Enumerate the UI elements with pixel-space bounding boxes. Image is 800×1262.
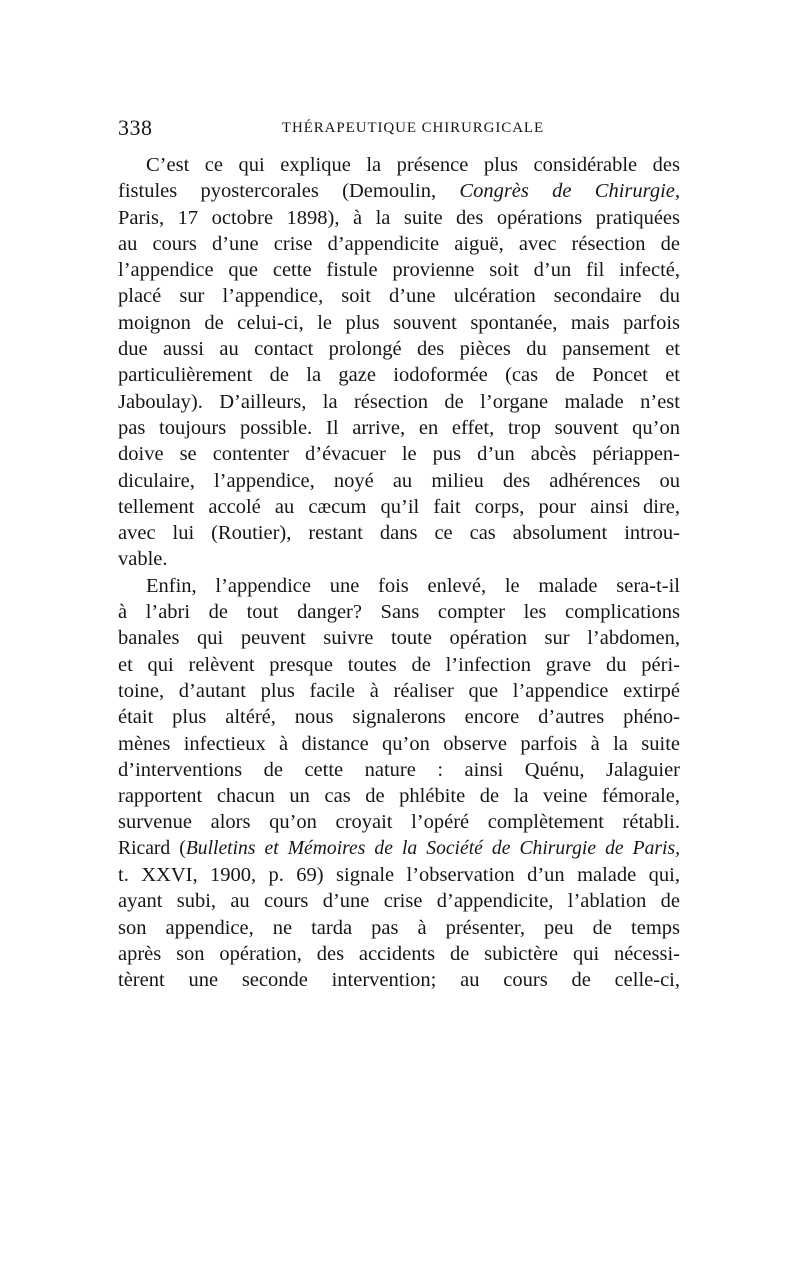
text-line: rapportent chacun un cas de phlébite de la veine fémorale, — [118, 785, 680, 808]
text-line: après son opération, des accidents de subictère qui nécessi- — [118, 942, 680, 965]
text-line: due aussi au contact prolongé des pièces du pansement et — [118, 338, 680, 361]
page-header — [118, 113, 680, 143]
text-line: ayant subi, au cours d’une crise d’appendicite, l’ablation de — [118, 890, 680, 913]
text-line: d’interventions de cette nature : ainsi Quénu, Jalaguier — [118, 758, 680, 781]
page-number: 338 — [118, 115, 153, 140]
text-line: Enfin, l’appendice une fois enlevé, le malade sera-t-il — [146, 574, 680, 597]
italic-citation: Bulletins et Mémoires de la Société de Chirurgie de Paris, — [185, 837, 680, 859]
text-line-with-italic — [118, 836, 680, 862]
text-line: au cours d’une crise d’appendicite aiguë, avec résection de — [118, 232, 680, 255]
text-line: particulièrement de la gaze iodoformée (cas de Poncet et — [118, 364, 680, 387]
text-line: toine, d’autant plus facile à réaliser que l’appendice extirpé — [118, 679, 680, 702]
text-line: l’appendice que cette fistule provienne soit d’un fil infecté, — [118, 259, 680, 282]
text-line: avec lui (Routier), restant dans ce cas absolument introu- — [118, 522, 680, 545]
text-line: tèrent une seconde intervention; au cours de celle-ci, — [118, 969, 680, 992]
text-line: mènes infectieux à distance qu’on observe parfois à la suite — [118, 732, 680, 755]
text-line: placé sur l’appendice, soit d’une ulcération secondaire du — [118, 285, 680, 308]
text-line: vable. — [118, 548, 168, 571]
text-fragment: fistules pyostercorales (Demoulin, — [118, 180, 460, 203]
body-text — [118, 152, 680, 994]
text-line: banales qui peuvent suivre toute opération sur l’abdomen, — [118, 627, 680, 650]
italic-citation: Congrès de Chirurgie, — [459, 180, 681, 203]
text-line: C’est ce qui explique la présence plus considérable des — [146, 154, 680, 176]
text-line: à l’abri de tout danger? Sans compter les complications — [118, 601, 680, 624]
text-line: son appendice, ne tarda pas à présenter, peu de temps — [118, 916, 680, 939]
text-line: doive se contenter d’évacuer le pus d’un abcès périappen- — [118, 443, 680, 466]
text-line: pas toujours possible. Il arrive, en effet, trop souvent qu’on — [118, 416, 680, 439]
text-line: tellement accolé au cæcum qu’il fait corps, pour ainsi dire, — [118, 495, 680, 518]
text-fragment: Ricard ( — [118, 837, 186, 859]
text-line: diculaire, l’appendice, noyé au milieu des adhérences ou — [118, 469, 680, 492]
text-line: moignon de celui-ci, le plus souvent spontanée, mais parfois — [118, 311, 680, 334]
text-line: était plus altéré, nous signalerons encore d’autres phéno- — [118, 706, 680, 729]
text-line: et qui relèvent presque toutes de l’infection grave du péri- — [118, 653, 680, 676]
text-line-with-italic — [118, 178, 680, 204]
text-line: survenue alors qu’on croyait l’opéré complètement rétabli. — [118, 811, 680, 834]
text-line: t. XXVI, 1900, p. 69) signale l’observation d’un malade qui, — [118, 864, 680, 887]
running-title: THÉRAPEUTIQUE CHIRURGICALE — [281, 120, 545, 136]
text-line: Jaboulay). D’ailleurs, la résection de l’organe malade n’est — [118, 390, 680, 413]
text-line: Paris, 17 octobre 1898), à la suite des opérations pratiquées — [118, 206, 680, 229]
